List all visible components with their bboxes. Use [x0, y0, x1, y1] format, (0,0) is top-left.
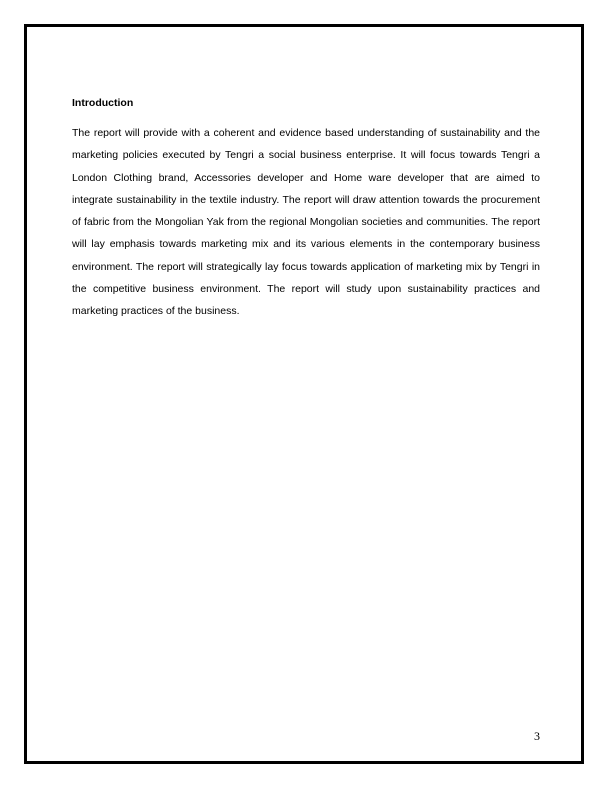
section-heading: Introduction [72, 97, 134, 109]
page-number: 3 [534, 729, 540, 743]
page-content [72, 96, 540, 323]
body-paragraph: The report will provide with a coherent and evidence based understanding of sustainability and the marketing policies executed by Tengri a social business enterprise. It will focus towards Tengri a London Clothing brand, Accessories developer and Home ware developer that are aimed to integrate sustainability in the textile industry. The report will draw attention towards the procurement of fabric from the Mongolian Yak from the regional Mongolian societies and communities. The report will lay emphasis towards marketing mix and its various elements in the contemporary business environment. The report will strategically lay focus towards application of marketing mix by Tengri in the competitive business environment. The report will study upon sustainability practices and marketing practices of the business. [72, 127, 540, 318]
